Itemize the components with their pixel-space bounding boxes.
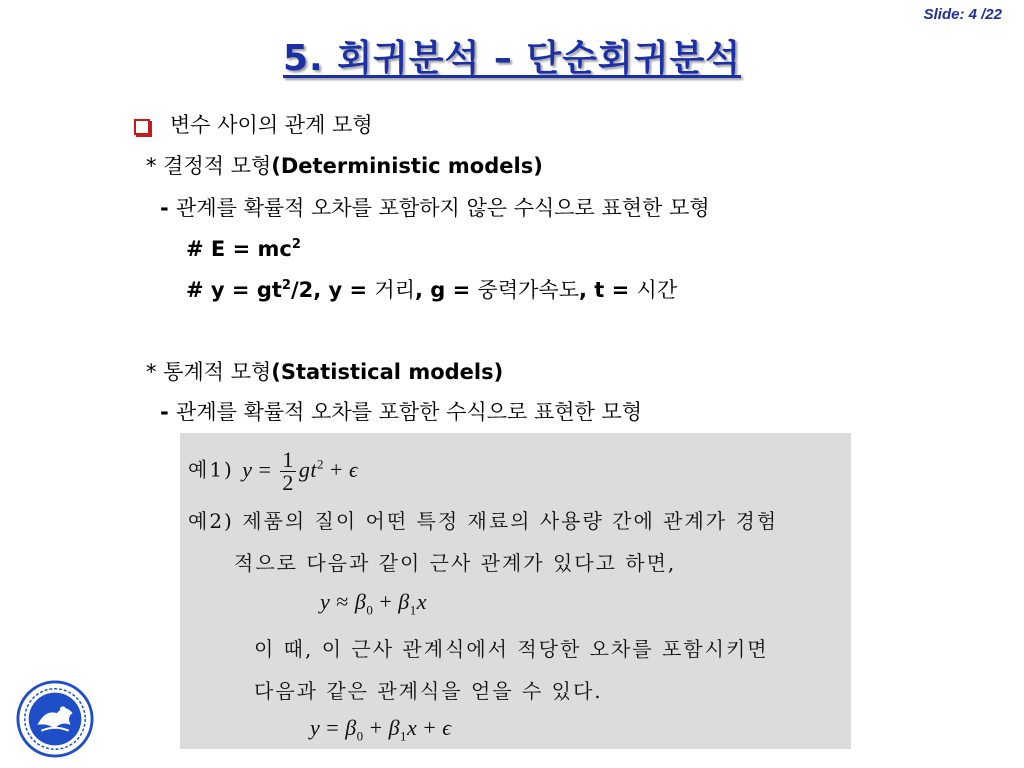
slide-number: Slide: 4 /22 [923,6,1002,23]
example2-line4: 다음과 같은 관계식을 얻을 수 있다. [254,679,603,703]
statistical-english: (Statistical models) [271,360,504,384]
equation-gravity [186,277,677,303]
approx-equation: $y \approx \beta_0 + \beta_1x$ [320,589,427,618]
example2-line1 [188,505,778,534]
statistical-description [160,399,642,425]
example1-label: 예1) [188,457,234,482]
deterministic-heading [146,153,543,179]
example2-text1: 제품의 질이 어떤 특정 재료의 사용량 간에 관계가 경험 [242,509,779,533]
error-equation: $y = \beta_0 + \beta_1x + \epsilon$ [310,715,452,744]
eq-word-distance: 거리 [374,278,415,302]
section-heading: 변수 사이의 관계 모형 [170,113,373,137]
eq-word-gravity: 중력가속도 [477,278,579,302]
example2-label: 예2) [188,509,234,533]
example2-line2: 적으로 다음과 같이 근사 관계가 있다고 하면, [234,551,677,575]
eq-sup: 2 [281,278,291,293]
dash: - [160,400,177,424]
deterministic-description [160,195,710,221]
deterministic-desc-text: 관계를 확률적 오차를 포함하지 않은 수식으로 표현한 모형 [176,196,710,220]
example-figure [180,433,851,749]
deterministic-english: (Deterministic models) [271,154,543,178]
deterministic-prefix: * 결정적 모형 [146,154,272,178]
dash: - [160,196,177,220]
example2-line3: 이 때, 이 근사 관계식에서 적당한 오차를 포함시키면 [254,637,769,661]
equation-emc2-text: # E = mc [186,237,292,261]
statistical-prefix: * 통계적 모형 [146,360,272,384]
example1-equation: y = $\frac{1}{2}$ $gt^2 + \epsilon$ [242,447,359,495]
statistical-desc-text: 관계를 확률적 오차를 포함한 수식으로 표현한 모형 [176,400,643,424]
example1-line [188,449,358,494]
eq-word-time: 시간 [636,278,678,302]
eq-part: , t = [578,278,637,302]
slide-title: 5. 회귀분석 – 단순회귀분석 [282,38,742,79]
eq-part: , g = [415,278,478,302]
equation-emc2 [186,236,301,262]
statistical-heading [146,359,503,385]
eq-part: /2, y = [290,278,375,302]
eq-part: # y = gt [186,278,282,302]
equation-emc2-sup: 2 [291,237,301,252]
university-seal-logo [16,680,94,758]
checkbox-bullet-icon [134,119,150,135]
